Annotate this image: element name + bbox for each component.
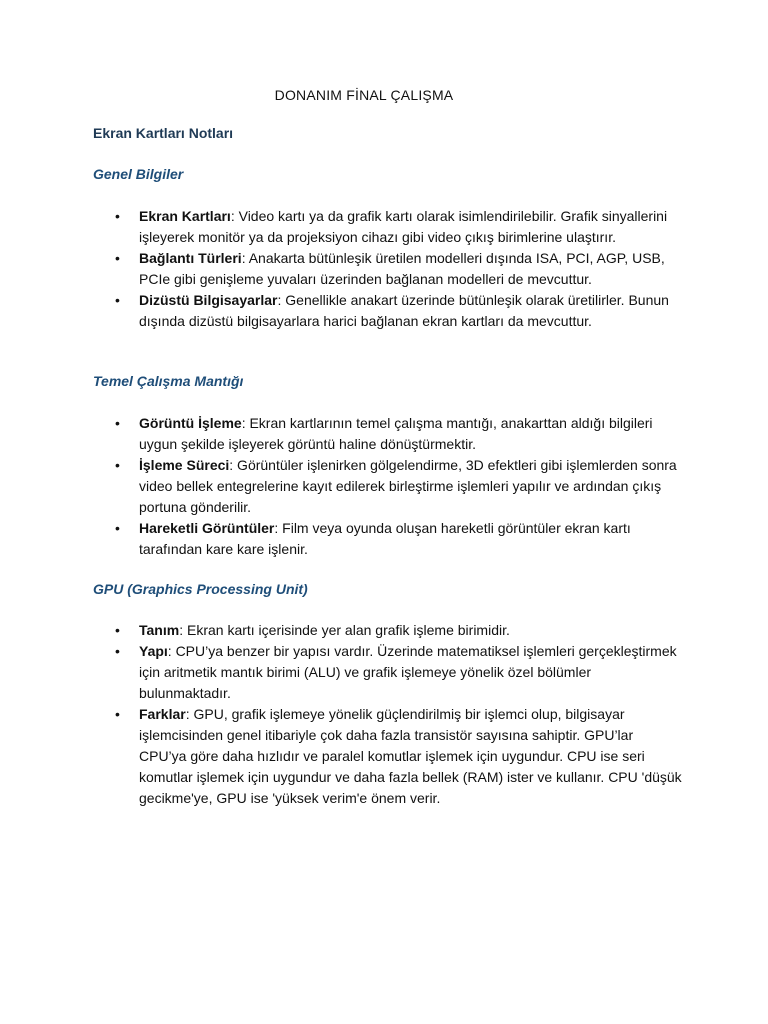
section-heading-temel-calisma-mantigi: Temel Çalışma Mantığı bbox=[93, 373, 244, 389]
item-text: : Ekran kartlarının temel çalışma mantığı, anakarttan aldığı bilgileri uygun şekilde işleyerek görüntü haline dönüştürmektir. bbox=[139, 415, 653, 452]
item-text: : Video kartı ya da grafik kartı olarak isimlendirilebilir. Grafik sinyallerini işleyerek monitör ya da projeksiyon cihazı gibi video çıkış birimlerine ulaştırır. bbox=[139, 208, 668, 245]
bullet-icon: • bbox=[115, 622, 120, 638]
item-text: : Genellikle anakart üzerinde bütünleşik olarak üretilirler. Bunun dışında dizüstü bilgisayarlara harici bağlanan ekran kartları da mevcuttur. bbox=[139, 292, 669, 329]
item-text: : Görüntüler işlenirken gölgelendirme, 3D efektleri gibi işlemlerden sonra video bellek entegrelerine kayıt edilerek birleştirme işlemleri yapılır ve ardından çıkış portuna gönderilir. bbox=[139, 457, 677, 515]
bullet-icon: • bbox=[115, 208, 120, 224]
bullet-list-genel-bilgiler bbox=[93, 206, 683, 332]
item-term: Ekran Kartları bbox=[139, 208, 231, 224]
section-heading-gpu: GPU (Graphics Processing Unit) bbox=[93, 581, 308, 597]
bullet-icon: • bbox=[115, 250, 120, 266]
bullet-list-gpu bbox=[93, 620, 683, 809]
main-heading: Ekran Kartları Notları bbox=[93, 125, 234, 141]
item-term: Tanım bbox=[139, 622, 180, 638]
item-term: Farklar bbox=[139, 706, 186, 722]
item-term: Dizüstü Bilgisayarlar bbox=[139, 292, 278, 308]
bullet-icon: • bbox=[115, 292, 120, 308]
list-item bbox=[93, 704, 683, 809]
item-text: : Ekran kartı içerisinde yer alan grafik işleme birimidir. bbox=[179, 622, 510, 638]
list-item bbox=[93, 455, 683, 518]
list-item bbox=[93, 641, 683, 704]
bullet-icon: • bbox=[115, 706, 120, 722]
item-text: : GPU, grafik işlemeye yönelik güçlendirilmiş bir işlemci olup, bilgisayar işlemcisinden genel itibariyle çok daha fazla transistör sayısına sahiptir. GPU’lar CPU’ya göre daha hızlıdır ve paralel komutlar işlemek için uygundur. CPU ise seri komutlar işlemek için uygundur ve daha fazla bellek (RAM) ister ve kullanır. CPU 'düşük gecikme'ye, GPU ise 'yüksek verim'e önem verir. bbox=[139, 706, 682, 806]
bullet-icon: • bbox=[115, 643, 120, 659]
item-term: İşleme Süreci bbox=[139, 457, 230, 473]
list-item bbox=[93, 290, 683, 332]
list-item bbox=[93, 206, 683, 248]
bullet-icon: • bbox=[115, 415, 120, 431]
item-text: : Anakarta bütünleşik üretilen modelleri dışında ISA, PCI, AGP, USB, PCIe gibi genişleme yuvaları üzerinden bağlanan modelleri de mevcuttur. bbox=[139, 250, 665, 287]
document-title: DONANIM FİNAL ÇALIŞMA bbox=[274, 87, 454, 103]
list-item bbox=[93, 620, 683, 641]
item-term: Görüntü İşleme bbox=[139, 415, 242, 431]
bullet-icon: • bbox=[115, 457, 120, 473]
item-term: Hareketli Görüntüler bbox=[139, 520, 275, 536]
bullet-icon: • bbox=[115, 520, 120, 536]
bullet-list-temel-calisma-mantigi bbox=[93, 413, 683, 560]
item-text: : Film veya oyunda oluşan hareketli görüntüler ekran kartı tarafından kare kare işlenir. bbox=[139, 520, 631, 557]
list-item bbox=[93, 413, 683, 455]
item-term: Bağlantı Türleri bbox=[139, 250, 242, 266]
list-item bbox=[93, 518, 683, 560]
list-item bbox=[93, 248, 683, 290]
section-heading-genel-bilgiler: Genel Bilgiler bbox=[93, 166, 184, 182]
item-text: : CPU’ya benzer bir yapısı vardır. Üzerinde matematiksel işlemleri gerçekleştirmek için aritmetik mantık birimi (ALU) ve grafik işlemeye yönelik özel bölümler bulunmaktadır. bbox=[139, 643, 677, 701]
item-term: Yapı bbox=[139, 643, 168, 659]
